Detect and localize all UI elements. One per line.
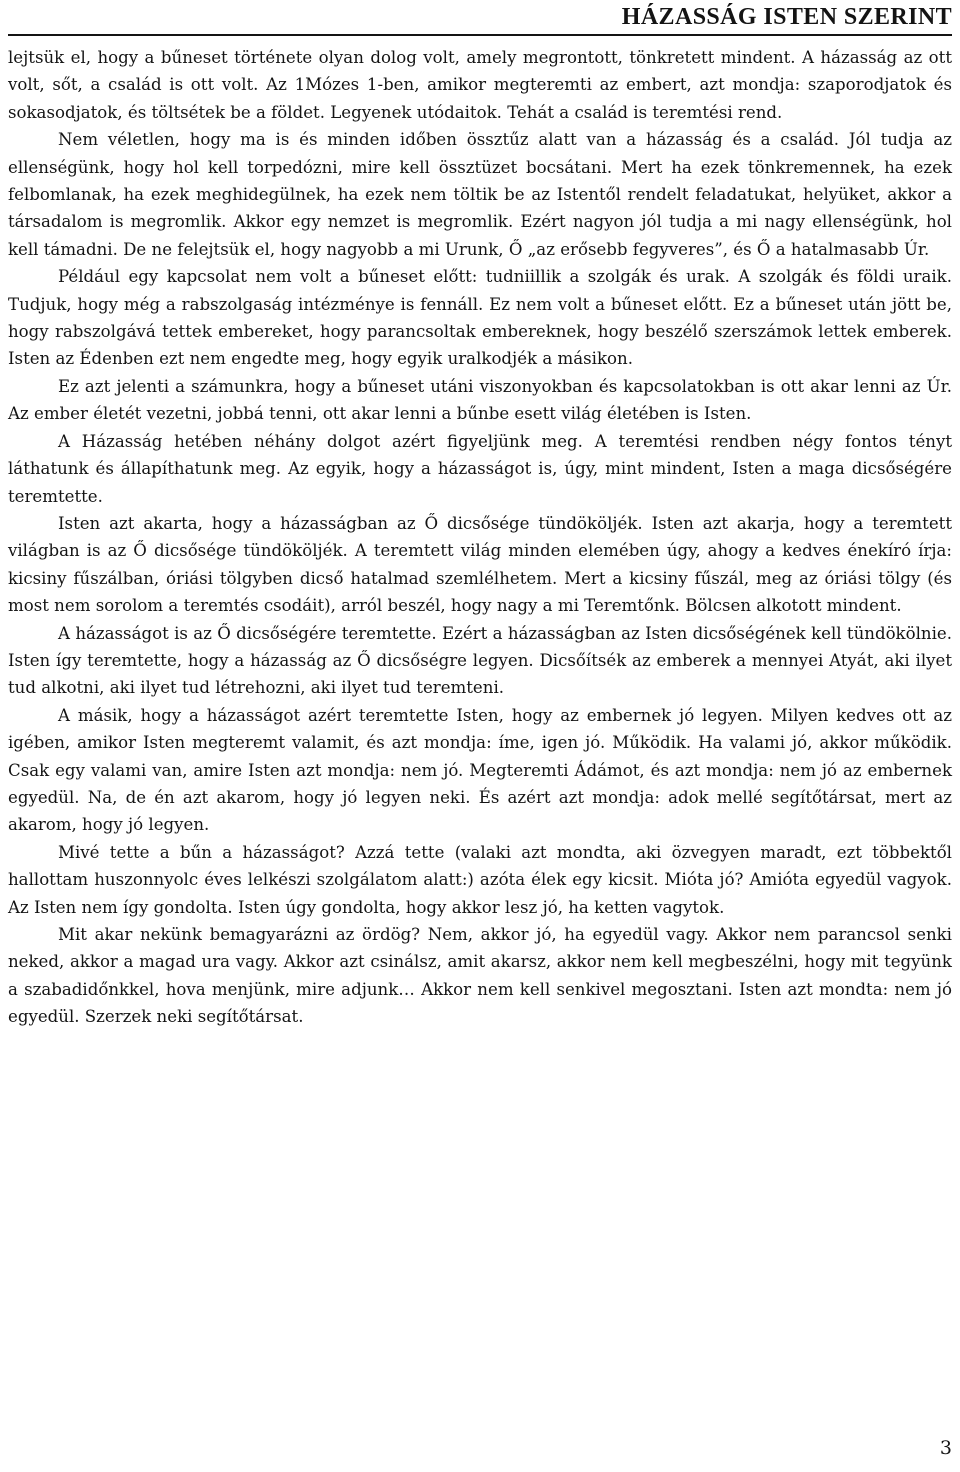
running-header-title: HÁZASSÁG ISTEN SZERINT xyxy=(621,4,952,30)
paragraph-10: Mit akar nekünk bemagyarázni az ördög? Nem, akkor jó, ha egyedül vagy. Akkor nem parancsol senki neked, akkor a magad ura vagy. Akkor azt csinálsz, amit akarsz, akkor nem kell megbeszélni, hogy mit tegyünk a szabadidőnkkel, hova menjünk, mire adjunk… Akkor nem kell senkivel megosztani. Isten azt mondta: nem jó egyedül. Szerzek neki segítőtársat. xyxy=(8,925,952,1027)
paragraph-2: Nem véletlen, hogy ma is és minden időben össztűz alatt van a házasság és a család. Jól tudja az ellenségünk, hogy hol kell torpedózni, mire kell össztüzet bocsátani. Mert ha ezek tönkremennek, ha ezek felbomlanak, ha ezek meghidegülnek, ha ezek nem töltik be az Istentől rendelt feladatukat, helyüket, akkor a társadalom is megromlik. Akkor egy nemzet is megromlik. Ezért nagyon jól tudja a mi nagy ellenségünk, hol kell támadni. De ne felejtsük el, hogy nagyobb a mi Urunk, Ő „az erősebb fegyveres”, és Ő a hatalmasabb Úr. xyxy=(8,130,952,259)
paragraph-8: A másik, hogy a házasságot azért teremtette Isten, hogy az embernek jó legyen. Milyen kedves ott az igében, amikor Isten megteremt valamit, és azt mondja: íme, igen jó. Működik. Ha valami jó, akkor működik. Csak egy valami van, amire Isten azt mondja: nem jó. Megteremti Ádámot, és azt mondja: nem jó az embernek egyedül. Na, de én azt akarom, hogy jó legyen neki. És azért azt mondja: adok mellé segítőtársat, mert az akarom, hogy jó legyen. xyxy=(8,705,952,835)
header-divider xyxy=(8,34,952,36)
body-text xyxy=(8,44,952,1031)
paragraph-5: A Házasság hetében néhány dolgot azért figyeljünk meg. A teremtési rendben négy fontos tényt láthatunk és állapíthatunk meg. Az egyik, hogy a házasságot is, úgy, mint mindent, Isten a maga dicsőségére teremtette. xyxy=(8,431,952,506)
page-number: 3 xyxy=(939,1437,952,1459)
paragraph-9: Mivé tette a bűn a házasságot? Azzá tette (valaki azt mondta, aki özvegyen maradt, ezt többektől hallottam huszonnyolc éves lelkészi szolgálatom alatt:) azóta élek egy kicsit. Mióta jó? Amióta egyedül vagyok. Az Isten nem így gondolta. Isten úgy gondolta, hogy akkor lesz jó, ha ketten vagytok. xyxy=(8,842,952,917)
paragraph-4: Ez azt jelenti a számunkra, hogy a bűneset utáni viszonyokban és kapcsolatokban is ott akar lenni az Úr. Az ember életét vezetni, jobbá tenni, ott akar lenni a bűnbe esett világ életében is Isten. xyxy=(8,376,952,424)
paragraph-1: lejtsük el, hogy a bűneset története olyan dolog volt, amely megrontott, tönkretett mindent. A házasság az ott volt, sőt, a család is ott volt. Az 1Mózes 1-ben, amikor megteremti az embert, azt mondja: szaporodjatok és sokasodjatok, és töltsétek be a földet. Legyenek utódaitok. Tehát a család is teremtési rend. xyxy=(8,48,952,122)
paragraph-6: Isten azt akarta, hogy a házasságban az Ő dicsősége tündököljék. Isten azt akarja, hogy a teremtett világban is az Ő dicsősége tündököljék. A teremtett világ minden elemében úgy, ahogy a kedves énekíró írja: kicsiny fűszálban, óriási tölgyben dicső hatalmad szemlélhetem. Mert a kicsiny fűszál, meg az óriási tölgy (és most nem sorolom a teremtés csodáit), arról beszél, hogy nagy a mi Teremtőnk. Bölcsen alkotott mindent. xyxy=(8,513,952,616)
paragraph-7: A házasságot is az Ő dicsőségére teremtette. Ezért a házasságban az Isten dicsőségének kell tündökölnie. Isten így teremtette, hogy a házasság az Ő dicsőségre legyen. Dicsőítsék az emberek a mennyei Atyát, aki ilyet tud alkotni, aki ilyet tud létrehozni, aki ilyet tud teremteni. xyxy=(8,623,952,698)
paragraph-3: Például egy kapcsolat nem volt a bűneset előtt: tudniillik a szolgák és urak. A szolgák és földi uraik. Tudjuk, hogy még a rabszolgaság intézménye is fennáll. Ez nem volt a bűneset előtt. Ez a bűneset után jött be, hogy rabszolgává tettek embereket, hogy parancsoltak embereknek, hogy beszélő szerszámok lettek emberek. Isten az Édenben ezt nem engedte meg, hogy egyik uralkodjék a másikon. xyxy=(8,267,952,369)
